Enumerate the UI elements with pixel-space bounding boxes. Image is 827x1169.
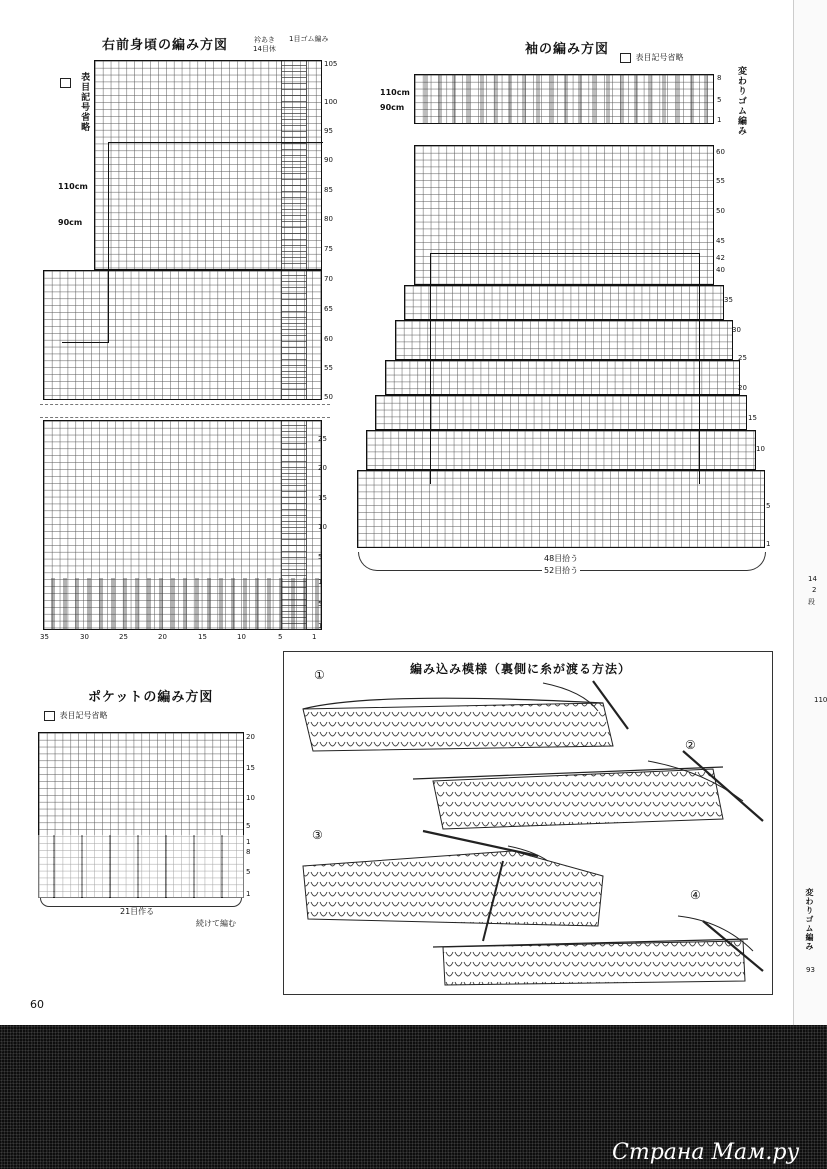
front-size-90: 90cm	[58, 218, 83, 227]
sleeve-rib-row: 5	[717, 96, 722, 104]
row-number: 20	[246, 733, 255, 741]
sleeve-rib-pattern	[414, 74, 714, 124]
right-page-fragment-5: 93	[806, 966, 815, 974]
pocket-continue: 続けて編む	[196, 919, 236, 928]
row-number: 50	[324, 393, 333, 401]
right-page-fragment-1: 14	[808, 575, 817, 583]
sleeve-size-110: 110cm	[380, 88, 410, 97]
illustration-step-3	[303, 831, 603, 941]
row-number: 42	[716, 254, 725, 262]
row-number: 65	[324, 305, 333, 313]
neck-label-1-line2: 14目休	[253, 45, 276, 53]
row-number: 95	[324, 127, 333, 135]
row-number: 50	[716, 207, 725, 215]
row-number: 10	[756, 445, 765, 453]
row-number: 1	[246, 890, 251, 898]
front-size-outline-90	[62, 342, 108, 343]
right-page-rib-label: 変わりゴム編み	[805, 888, 814, 951]
col-number: 20	[158, 633, 167, 641]
illustration-step-1	[303, 681, 628, 751]
pocket-cast-on: 21目作る	[120, 907, 155, 916]
sleeve-size-90: 90cm	[380, 103, 405, 112]
row-number: 55	[716, 177, 725, 185]
row-number: 5	[766, 502, 771, 510]
pocket-legend-text: 表目記号省略	[59, 711, 108, 720]
site-watermark: Страна Мам.ру	[612, 1140, 800, 1165]
front-chart-title: 右前身頃の編み方図	[102, 38, 229, 53]
sleeve-pickup-52: 52目拾う	[544, 566, 579, 575]
col-number: 30	[80, 633, 89, 641]
row-number: 80	[324, 215, 333, 223]
row-number: 10	[318, 523, 327, 531]
row-number: 105	[324, 60, 338, 68]
neck-label-1	[253, 36, 276, 54]
front-break-line	[40, 404, 330, 418]
row-number: 30	[732, 326, 741, 334]
row-number: 15	[246, 764, 255, 772]
row-number: 5	[246, 822, 251, 830]
step-2-label: ②	[685, 738, 696, 752]
row-number: 35	[724, 296, 733, 304]
row-number: 5	[246, 868, 251, 876]
row-number: 5	[318, 600, 323, 608]
col-number: 15	[198, 633, 207, 641]
step-4-label: ④	[690, 888, 701, 902]
sleeve-legend-text: 表目記号省略	[635, 53, 684, 62]
right-page-edge	[793, 0, 827, 1025]
technique-title: 編み込み模様（裏側に糸が渡る方法）	[410, 662, 632, 676]
row-number: 1	[766, 540, 771, 548]
row-number: 15	[318, 494, 327, 502]
neck-label-1-line1: 衿あき	[253, 36, 275, 44]
front-border-pattern	[43, 578, 322, 630]
col-number: 35	[40, 633, 49, 641]
row-number: 1	[246, 838, 251, 846]
row-number: 60	[716, 148, 725, 156]
row-number: 15	[748, 414, 757, 422]
col-number: 5	[278, 633, 283, 641]
sleeve-pickup-48: 48目拾う	[544, 554, 579, 563]
pocket-legend	[44, 710, 108, 721]
sleeve-chart-title: 袖の編み方図	[525, 42, 610, 57]
row-number: 40	[716, 266, 725, 274]
row-number: 60	[324, 335, 333, 343]
row-number: 90	[324, 156, 333, 164]
sleeve-legend	[620, 52, 684, 63]
row-number: 25	[318, 435, 327, 443]
page-number: 60	[30, 998, 44, 1011]
pocket-chart-title: ポケットの編み方図	[88, 690, 214, 705]
front-rib-band-upper	[281, 60, 307, 400]
row-number: 55	[324, 364, 333, 372]
row-number: 100	[324, 98, 338, 106]
front-legend-text: 表目記号省略	[79, 72, 90, 132]
knitting-illustrations	[283, 651, 773, 995]
knit-symbol-icon	[44, 711, 55, 721]
step-1-label: ①	[314, 668, 325, 682]
illustration-step-2	[413, 751, 763, 829]
row-number: 8	[246, 848, 251, 856]
col-number: 25	[119, 633, 128, 641]
sleeve-rib-label: 変わりゴム編み	[736, 66, 746, 136]
row-number: 45	[716, 237, 725, 245]
row-number: 70	[324, 275, 333, 283]
row-number: 75	[324, 245, 333, 253]
col-number: 1	[312, 633, 317, 641]
row-number: 1	[318, 578, 323, 586]
pocket-rib-pattern	[38, 835, 244, 898]
knit-symbol-icon	[620, 53, 631, 63]
rib-label: 1目ゴム編み	[289, 35, 329, 43]
row-number: 25	[738, 354, 747, 362]
row-number: 1	[318, 622, 323, 630]
col-number: 10	[237, 633, 246, 641]
sleeve-rib-row: 8	[717, 74, 722, 82]
row-number: 85	[324, 186, 333, 194]
front-size-110: 110cm	[58, 182, 88, 191]
knit-symbol-icon	[60, 78, 71, 88]
right-page-fragment-4: 110	[814, 696, 827, 704]
sleeve-rib-row: 1	[717, 116, 722, 124]
right-page-fragment-3: 段	[808, 598, 815, 606]
row-number: 5	[318, 553, 323, 561]
right-page-fragment-2: 2	[812, 586, 817, 594]
row-number: 10	[246, 794, 255, 802]
step-3-label: ③	[312, 828, 323, 842]
sleeve-size-outline-90	[430, 253, 700, 484]
row-number: 20	[738, 384, 747, 392]
row-number: 20	[318, 464, 327, 472]
